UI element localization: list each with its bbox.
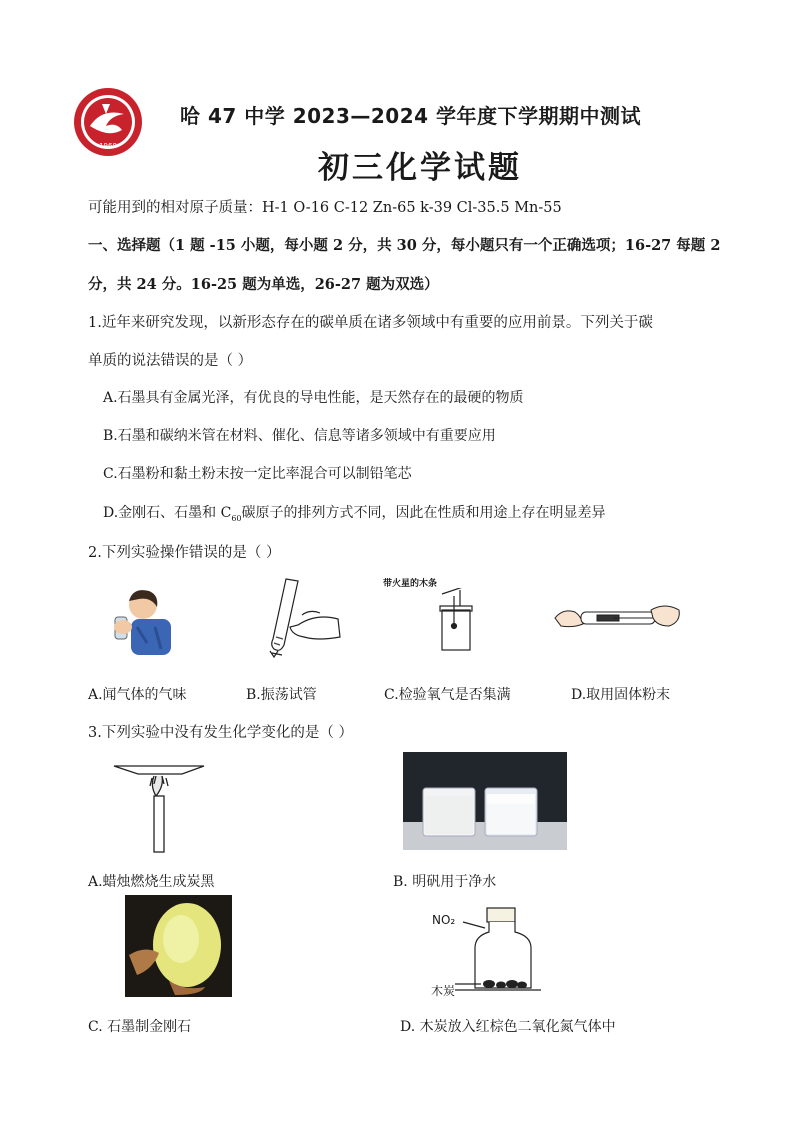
q3-figure-d-bottle (455, 902, 545, 998)
q3-figure-a-candle (112, 760, 208, 856)
q1-option-c: C.石墨粉和黏土粉末按一定比率混合可以制铅笔芯 (103, 466, 412, 482)
school-logo (72, 86, 144, 158)
q3-figure-c-graphite-photo (125, 895, 232, 997)
q2-figure-c-label: 带火星的木条 (383, 579, 438, 589)
q2-figure-c-oxygen-test (420, 588, 480, 654)
q2-caption-c: C.检验氧气是否集满 (384, 687, 511, 703)
atomic-masses: 可能用到的相对原子质量：H-1 O-16 C-12 Zn-65 k-39 Cl-35.5 Mn-55 (88, 200, 562, 216)
section1-line1: 一、选择题（1 题 -15 小题，每小题 2 分，共 30 分，每小题只有一个正确选项；16-27 每题 2 (88, 237, 721, 254)
q2-caption-d: D.取用固体粉末 (571, 687, 671, 703)
q3-caption-d: D. 木炭放入红棕色二氧化氮气体中 (400, 1019, 616, 1035)
q3-caption-b: B. 明矾用于净水 (393, 874, 497, 890)
q3-caption-a: A.蜡烛燃烧生成炭黑 (88, 874, 215, 890)
q2-caption-a: A.闻气体的气味 (88, 687, 187, 703)
section1-line2: 分，共 24 分。16-25 题为单选，26-27 题为双选） (88, 276, 439, 293)
q2-caption-b: B.振荡试管 (246, 687, 317, 703)
q1-option-d: D.金刚石、石墨和 $C_{60}$碳原子的排列方式不同，因此在性质和用途上存在明显差异 (103, 505, 606, 523)
q1-option-a: A.石墨具有金属光泽，有优良的导电性能，是天然存在的最硬的物质 (103, 390, 524, 406)
q3-figure-b-alum-photo (403, 752, 567, 850)
q1-stem-line2: 单质的说法错误的是（ ） (88, 353, 253, 369)
q3-figure-d-charcoal-label: 木炭 (431, 984, 456, 998)
q2-figure-a-smelling (103, 583, 175, 657)
subject-title: 初三化学试题 (318, 150, 522, 186)
exam-title: 哈 47 中学 2023—2024 学年度下学期期中测试 (180, 104, 642, 128)
q3-figure-d-gas-label: NO₂ (432, 913, 456, 927)
q2-stem: 2.下列实验操作错误的是（ ） (88, 545, 281, 561)
q1-option-b: B.石墨和碳纳米管在材料、催化、信息等诸多领域中有重要应用 (103, 428, 496, 444)
q1-stem-line1: 1.近年来研究发现，以新形态存在的碳单质在诸多领域中有重要的应用前景。下列关于碳 (88, 315, 653, 331)
q2-figure-d-powder (553, 596, 683, 636)
q3-caption-c: C. 石墨制金刚石 (88, 1019, 192, 1035)
q2-figure-b-shaking (268, 575, 343, 660)
svg-text:1968: 1968 (99, 142, 117, 150)
q3-stem: 3.下列实验中没有发生化学变化的是（ ） (88, 725, 353, 741)
